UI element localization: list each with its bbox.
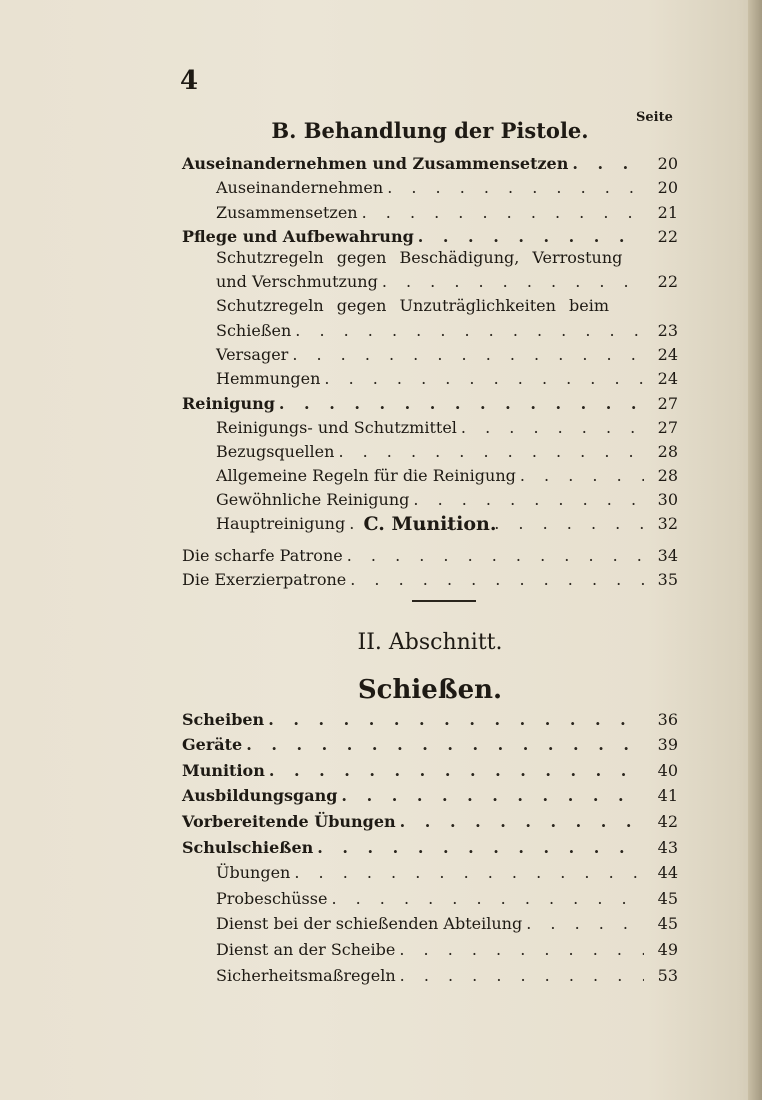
leader-dots [400, 812, 644, 832]
toc-page: 27 [657, 393, 678, 413]
toc-label: Schießen [216, 320, 292, 340]
toc-label: Dienst an der Scheibe [216, 939, 396, 959]
toc-page: 24 [657, 369, 678, 388]
leader-dots [294, 863, 644, 883]
toc-label: Die scharfe Patrone [182, 546, 343, 566]
leader-dots [418, 227, 644, 247]
section-b-toc [182, 150, 678, 534]
toc-entry-line1 [182, 292, 678, 317]
leader-dots [292, 345, 644, 365]
leader-dots [324, 369, 644, 389]
toc-page: 22 [657, 271, 678, 291]
toc-page: 43 [657, 837, 678, 857]
toc-entry [182, 730, 678, 756]
toc-page: 21 [657, 202, 678, 222]
toc-page: 53 [657, 965, 678, 985]
toc-page: 30 [657, 490, 678, 510]
leader-dots [331, 889, 644, 909]
toc-page: 27 [657, 417, 678, 437]
page-gutter [748, 0, 762, 1100]
toc-entry [182, 341, 678, 365]
toc-page: 35 [657, 570, 678, 590]
toc-entry [182, 806, 678, 832]
toc-entry [182, 832, 678, 858]
toc-entry [182, 781, 678, 807]
toc-page: 32 [657, 514, 678, 534]
toc-page: 40 [657, 760, 678, 780]
leader-dots [399, 940, 644, 960]
leader-dots [279, 394, 644, 414]
leader-dots [268, 710, 644, 730]
toc-label: Munition [182, 760, 265, 780]
leader-dots [520, 466, 644, 486]
toc-entry [182, 150, 678, 174]
leader-dots [338, 442, 644, 462]
toc-page: 44 [657, 863, 678, 883]
leader-dots [461, 418, 644, 438]
seite-column-label: Seite [636, 110, 673, 125]
toc-page: 36 [657, 709, 678, 729]
toc-label: Allgemeine Regeln für die Reinigung [216, 466, 516, 486]
toc-entry [182, 858, 678, 884]
toc-entry [182, 566, 678, 590]
toc-label: Gewöhnliche Reinigung [216, 490, 410, 510]
leader-dots [526, 914, 644, 934]
toc-label: Die Exerzierpatrone [182, 570, 347, 590]
toc-entry [182, 462, 678, 486]
toc-label: Auseinandernehmen und Zusammensetzen [182, 154, 569, 174]
toc-entry [182, 755, 678, 781]
toc-page: 20 [657, 178, 678, 198]
toc-entry [182, 960, 678, 986]
toc-entry [182, 316, 678, 340]
toc-entry [182, 198, 678, 222]
toc-label: Zusammensetzen [216, 202, 358, 222]
leader-dots [350, 570, 644, 590]
toc-entry [182, 542, 678, 566]
leader-dots [400, 966, 644, 986]
toc-page: 45 [657, 888, 678, 908]
toc-entry [182, 389, 678, 414]
toc-page: 20 [657, 154, 678, 174]
toc-label: Pflege und Aufbewahrung [182, 226, 414, 246]
toc-page: 28 [657, 441, 678, 461]
toc-entry [182, 486, 678, 510]
toc-label: Auseinandernehmen [216, 178, 384, 198]
abschnitt-toc [182, 704, 678, 986]
toc-label: Reinigung [182, 393, 275, 413]
toc-label: Probeschüsse [216, 888, 328, 908]
toc-entry [182, 268, 678, 292]
toc-entry [182, 174, 678, 198]
toc-label: Scheiben [182, 709, 265, 729]
leader-dots [317, 838, 644, 858]
toc-label: und Verschmutzung [216, 271, 378, 291]
toc-label: Versager [216, 344, 289, 364]
toc-page: 49 [657, 939, 678, 959]
toc-label: Reinigungs- und Schutzmittel [216, 417, 457, 437]
toc-entry [182, 934, 678, 960]
toc-page: 24 [657, 344, 678, 364]
leader-dots [362, 203, 644, 223]
leader-dots [295, 321, 644, 341]
section-c-title: C. Munition. [363, 513, 497, 535]
leader-dots [382, 272, 644, 292]
toc-page: 34 [657, 546, 678, 566]
toc-label: Dienst bei der schießenden Abteilung [216, 914, 523, 934]
leader-dots [572, 154, 644, 174]
toc-page: 28 [657, 466, 678, 486]
toc-page: 45 [657, 914, 678, 934]
toc-entry [182, 365, 678, 389]
section-c-toc [182, 542, 678, 590]
toc-label: Übungen [216, 863, 291, 883]
toc-entry [182, 704, 678, 730]
leader-dots [246, 735, 644, 755]
toc-entry [182, 438, 678, 462]
toc-page: 23 [657, 320, 678, 340]
toc-label: Schulschießen [182, 837, 314, 857]
toc-label: Bezugsquellen [216, 441, 335, 461]
toc-page: 41 [657, 786, 678, 806]
toc-label: Vorbereitende Übungen [182, 811, 396, 831]
toc-label: Ausbildungsgang [182, 786, 338, 806]
toc-label: Schutzregeln gegen Unzuträglichkeiten beim [216, 296, 609, 316]
toc-page: 22 [657, 226, 678, 246]
toc-label: Hemmungen [216, 369, 321, 388]
toc-entry-line1 [182, 247, 678, 268]
toc-page: 39 [657, 735, 678, 755]
toc-label: Schutzregeln gegen Beschädigung, Verrostung [216, 247, 623, 267]
toc-label: Sicherheitsmaßregeln [216, 965, 396, 985]
page-number: 4 [180, 66, 199, 96]
toc-entry [182, 414, 678, 438]
section-b-title: B. Behandlung der Pistole. [271, 118, 589, 143]
leader-dots [413, 490, 644, 510]
toc-entry [182, 909, 678, 935]
leader-dots [341, 786, 644, 806]
abschnitt-subtitle: Schießen. [357, 675, 503, 705]
toc-label: Geräte [182, 735, 243, 755]
toc-label: Hauptreinigung [216, 514, 346, 534]
leader-dots [347, 546, 644, 566]
toc-page: 42 [657, 811, 678, 831]
abschnitt-title: II. Abschnitt. [357, 630, 503, 655]
toc-entry [182, 223, 678, 247]
section-divider [412, 600, 476, 602]
toc-entry [182, 883, 678, 909]
leader-dots [269, 761, 644, 781]
leader-dots [387, 178, 644, 198]
